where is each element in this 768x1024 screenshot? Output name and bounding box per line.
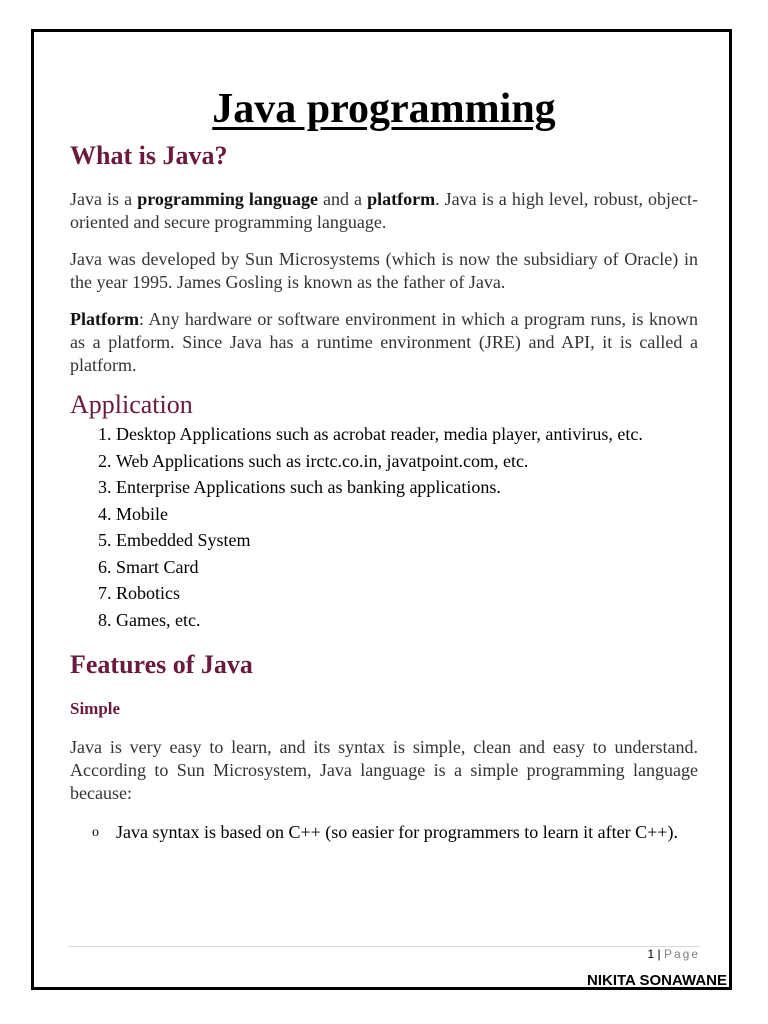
paragraph-platform: Platform: Any hardware or software environment in which a program runs, is known as a platform. Since Java has a runtime environment (JRE) and API, it is called a platform. (70, 309, 698, 375)
heading-application: Application (70, 390, 193, 419)
subheading-simple: Simple (70, 698, 121, 718)
list-item: 3. Enterprise Applications such as banking applications. (116, 476, 698, 498)
list-item: 8. Games, etc. (116, 609, 698, 631)
list-item: 1. Desktop Applications such as acrobat reader, media player, antivirus, etc. (116, 423, 698, 445)
list-item: 2. Web Applications such as irctc.co.in, javatpoint.com, etc. (116, 450, 698, 472)
simple-bullet-list (70, 821, 698, 844)
list-item: 7. Robotics (116, 582, 698, 604)
page-number: 1 | Page (647, 947, 700, 961)
footer-author: NIKITA SONAWANE (586, 972, 727, 989)
list-item: 4. Mobile (116, 503, 698, 525)
circle-bullet-icon: o (92, 824, 99, 840)
paragraph-java-definition: Java is a programming language and a platform. Java is a high level, robust, object-oriented and secure programming language. (70, 189, 699, 232)
list-item: 5. Embedded System (116, 529, 698, 551)
document-title: Java programming (212, 86, 556, 132)
footer-divider (68, 946, 700, 947)
paragraph-java-history: Java was developed by Sun Microsystems (which is now the subsidiary of Oracle) in the year 1995. James Gosling is known as the father of Java. (70, 249, 698, 292)
heading-what-is-java: What is Java? (70, 141, 228, 170)
document-body (70, 84, 698, 844)
application-list (70, 423, 698, 631)
heading-features-of-java: Features of Java (70, 649, 253, 679)
list-item: o Java syntax is based on C++ (so easier for programmers to learn it after C++). (92, 821, 678, 842)
list-item: 6. Smart Card (116, 556, 698, 578)
paragraph-simple: Java is very easy to learn, and its syntax is simple, clean and easy to understand. According to Sun Microsystem, Java language is a simple programming language because: (70, 736, 698, 803)
